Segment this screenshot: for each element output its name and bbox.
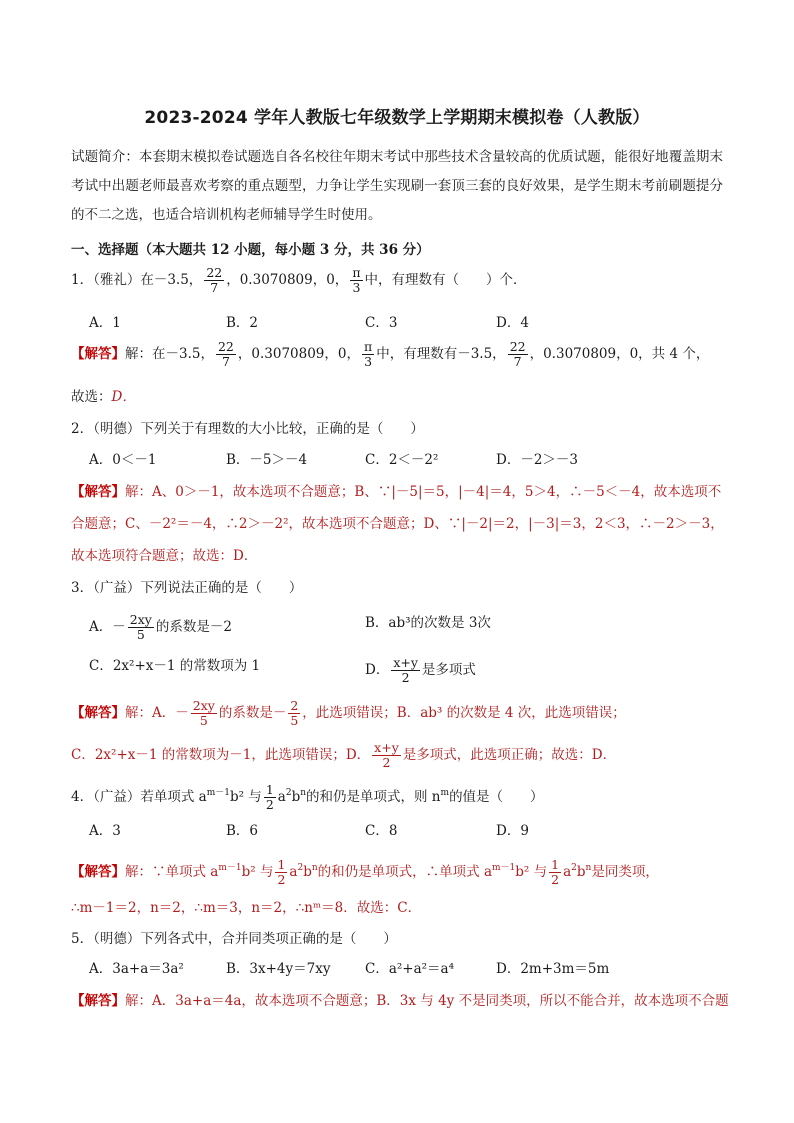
- q5-option-d[interactable]: D．2m+3m＝5m: [496, 961, 610, 977]
- q3-option-b[interactable]: B．ab³的次数是 3次: [365, 615, 491, 631]
- page-title: 2023-2024 学年人教版七年级数学上学期期末模拟卷（人教版）: [144, 108, 650, 128]
- q5-option-b[interactable]: B．3x+4y＝7xy: [226, 961, 331, 977]
- q1-option-a[interactable]: A．1: [89, 315, 121, 331]
- q2-answer-line-1: 【解答】解：A、0＞－1，故本选项不合题意；B、∵|－5|＝5，|－4|＝4，5＞4，∴－5＜－4，故本选项不: [71, 484, 722, 500]
- section-heading: 一、选择题（本大题共 12 小题，每小题 3 分，共 36 分）: [71, 242, 430, 258]
- q5-option-c[interactable]: C．a²+a²＝a⁴: [365, 961, 455, 977]
- answer-label: 【解答】: [71, 346, 125, 362]
- question-3-stem: 3．（广益）下列说法正确的是（ ）: [71, 580, 303, 596]
- q2-answer-line-3: 故本选项符合题意；故选：D．: [71, 548, 258, 564]
- q4-option-b[interactable]: B．6: [226, 823, 259, 839]
- fraction-pi-3: $\frac{\pi}{3}$: [352, 265, 361, 295]
- q1-option-d[interactable]: D．4: [496, 315, 529, 331]
- q5-answer-line-1: 【解答】解：A．3a+a＝4a，故本选项不合题意；B．3x 与 4y 不是同类项，所以不能合并，故本选项不合题: [71, 993, 729, 1009]
- q5-option-a[interactable]: A．3a+a＝3a²: [89, 961, 184, 977]
- q1-option-b[interactable]: B．2: [226, 315, 259, 331]
- q3-answer-line-1: 【解答】解：A．－ $\frac{2xy}{5}$ 的系数是－ $\frac{2}{5}$ ，此选项错误；B．ab³ 的次数是 4 次，此选项错误；: [71, 698, 626, 728]
- q3-option-c[interactable]: C．2x²+x－1 的常数项为 1: [89, 658, 261, 674]
- question-2-stem: 2．（明德）下列关于有理数的大小比较，正确的是（ ）: [71, 421, 424, 437]
- q1-option-c[interactable]: C．3: [365, 315, 398, 331]
- q3-answer-line-2: C．2x²+x－1 的常数项为－1，此选项错误；D． $\frac{x+y}{2}$ 是多项式，此选项正确；故选：D．: [71, 740, 617, 770]
- q4-answer-line-1: 【解答】解：∵单项式 $a^{m-1}b^2$ 与 $\frac{1}{2}$ $a^2b^n$的和仍是单项式，∴单项式 $a^{m-1}b^2$ 与 $\frac{1}{2}$ $a^2b^n$是同类项，: [71, 857, 659, 887]
- q4-option-c[interactable]: C．8: [365, 823, 398, 839]
- q1-answer-line-1: 【解答】解：在－3.5， $\frac{22}{7}$ ，0.3070809，0， $\frac{\pi}{3}$ 中，有理数有－3.5， $\frac{22}{7}$ ，0.3070809，0，共 4 个，: [71, 339, 710, 369]
- question-1-stem: 1．（雅礼）在－3.5， $\frac{22}{7}$ ，0.3070809，0， $\frac{\pi}{3}$ 中，有理数有（ ）个．: [71, 265, 527, 295]
- q3-option-d[interactable]: D． $\frac{x+y}{2}$ 是多项式: [365, 655, 476, 685]
- q2-option-b[interactable]: B．－5＞－4: [226, 452, 308, 468]
- q3-option-a[interactable]: A．－ $\frac{2xy}{5}$ 的系数是－2: [89, 612, 232, 642]
- q2-option-c[interactable]: C．2＜－2²: [365, 452, 439, 468]
- intro-paragraph: 试题简介：本套期末模拟卷试题选自各名校往年期末考试中那些技术含量较高的优质试题，能很好地覆盖期末考试中出题老师最喜欢考察的重点题型，力争让学生实现刷一套顶三套的良好效果，是学生期末考前刷题提分的不二之选，也适合培训机构老师辅导学生时使用。: [71, 149, 723, 223]
- q4-option-d[interactable]: D．9: [496, 823, 529, 839]
- question-4-stem: 4．（广益）若单项式 $a^{m-1}b^2$ 与 $\frac{1}{2}$ $a^2b^n$的和仍是单项式，则 $n^m$的值是（ ）: [71, 782, 544, 812]
- q2-option-a[interactable]: A．0＜－1: [89, 452, 157, 468]
- q4-answer-line-2: ∴m－1＝2，n＝2，∴m＝3，n＝2，∴nᵐ＝8．故选：C．: [71, 900, 422, 916]
- q2-option-d[interactable]: D．－2＞－3: [496, 452, 579, 468]
- fraction-22-7: $\frac{22}{7}$: [206, 265, 223, 295]
- q1-answer-line-2: 故选：D．: [71, 389, 136, 405]
- q4-option-a[interactable]: A．3: [89, 823, 121, 839]
- q2-answer-line-2: 合题意；C、－2²＝－4，∴2＞－2²，故本选项不合题意；D、∵|－2|＝2，|－3|＝3，2＜3，∴－2＞－3，: [71, 516, 724, 532]
- question-5-stem: 5．（明德）下列各式中，合并同类项正确的是（ ）: [71, 931, 397, 947]
